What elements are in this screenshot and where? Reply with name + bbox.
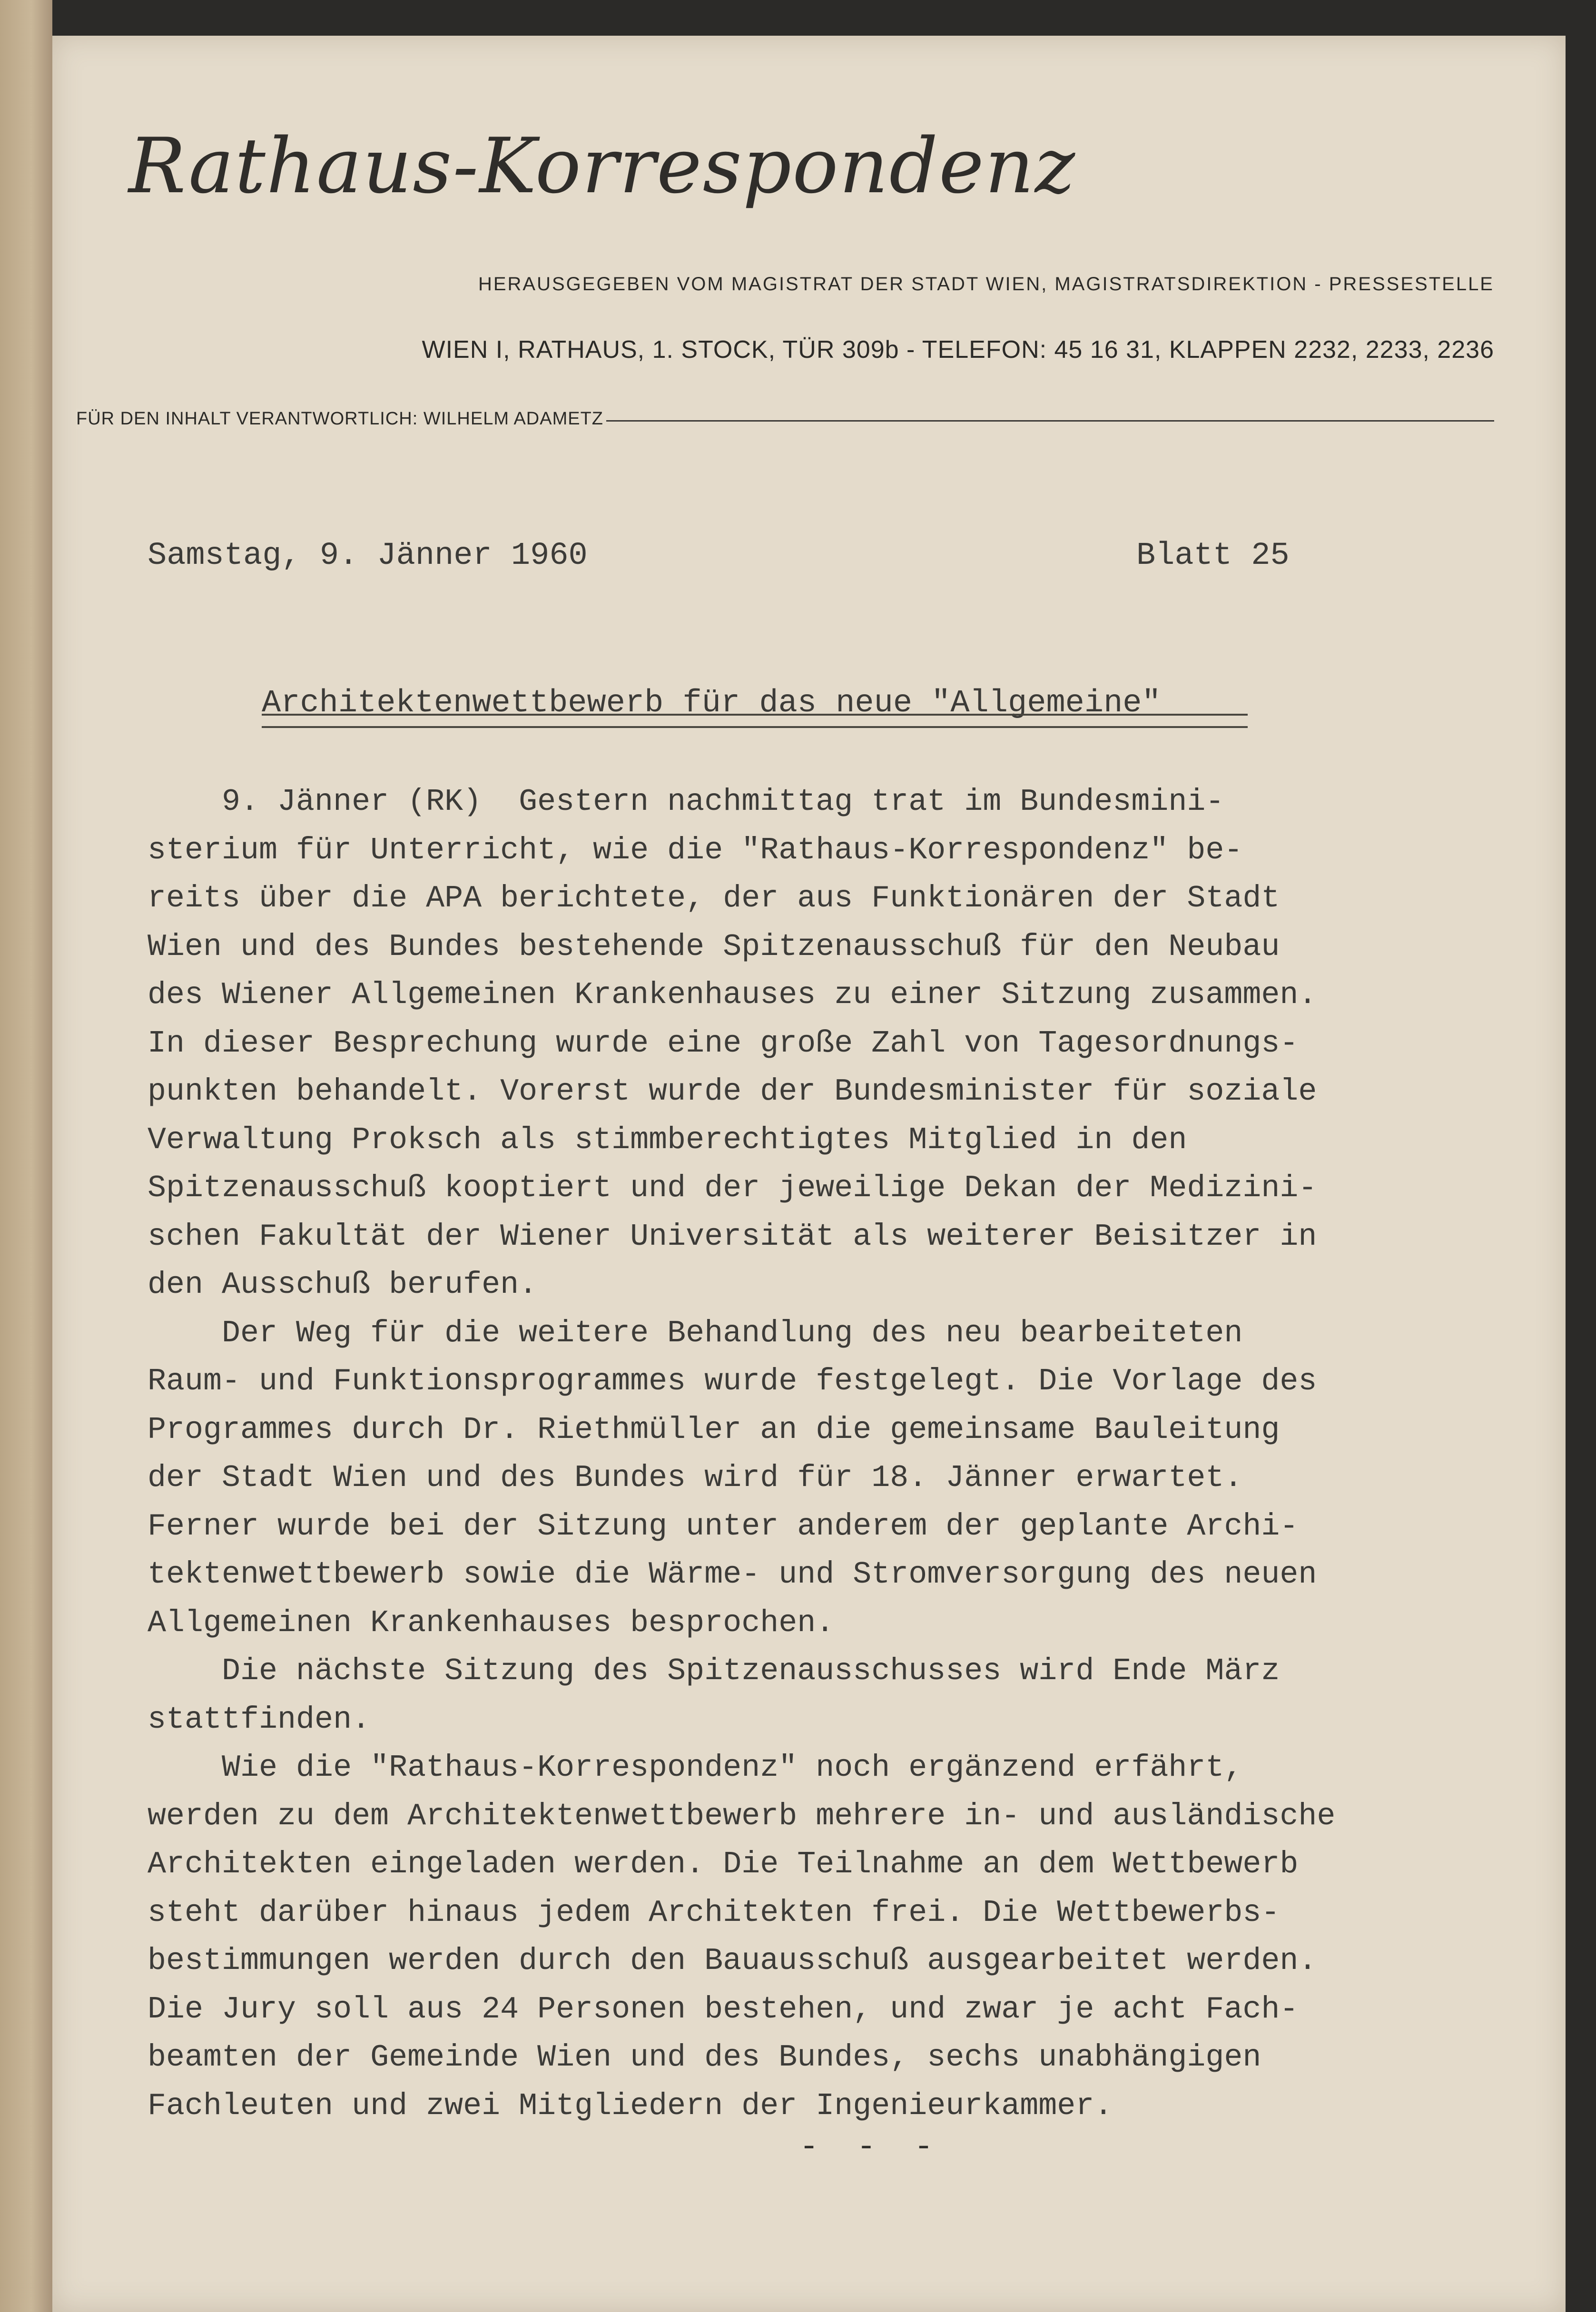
article-line: Wien und des Bundes bestehende Spitzenausschuß für den Neubau [148, 929, 1280, 964]
article-line: beamten der Gemeinde Wien und des Bundes, sechs unabhängigen [148, 2040, 1261, 2075]
responsible-line: FÜR DEN INHALT VERANTWORTLICH: WILHELM ADAMETZ [76, 409, 606, 429]
sheet-number: Blatt 25 [1136, 538, 1290, 574]
letterhead-title: Rathaus-Korrespondenz [128, 121, 1076, 210]
article-line: Die nächste Sitzung des Spitzenausschusses wird Ende März [148, 1653, 1280, 1689]
article-line: Verwaltung Proksch als stimmberechtigtes Mitglied in den [148, 1122, 1187, 1158]
article-line: den Ausschuß berufen. [148, 1267, 538, 1302]
article-line: steht darüber hinaus jedem Architekten frei. Die Wettbewerbs- [148, 1895, 1280, 1930]
end-mark: - - - [799, 2129, 943, 2165]
article-line: sterium für Unterricht, wie die "Rathaus-Korrespondenz" be- [148, 832, 1243, 868]
article-line: Fachleuten und zwei Mitgliedern der Ingenieurkammer. [148, 2088, 1113, 2124]
headline-double-underline [262, 714, 1248, 728]
article-line: des Wiener Allgemeinen Krankenhauses zu einer Sitzung zusammen. [148, 977, 1317, 1013]
date-line: Samstag, 9. Jänner 1960 [148, 538, 588, 574]
article-line: schen Fakultät der Wiener Universität als weiterer Beisitzer in [148, 1219, 1317, 1254]
article-line: reits über die APA berichtete, der aus Funktionären der Stadt [148, 881, 1280, 916]
article-headline: Architektenwettbewerb für das neue "Allgemeine" [262, 685, 1161, 721]
article-line: Ferner wurde bei der Sitzung unter anderem der geplante Archi- [148, 1508, 1299, 1544]
article-line: Wie die "Rathaus-Korrespondenz" noch ergänzend erfährt, [148, 1750, 1243, 1785]
article-line: tektenwettbewerb sowie die Wärme- und Stromversorgung des neuen [148, 1557, 1317, 1592]
article-line: Programmes durch Dr. Riethmüller an die gemeinsame Bauleitung [148, 1412, 1280, 1447]
document-page [52, 36, 1566, 2312]
article-line: 9. Jänner (RK) Gestern nachmittag trat im Bundesmini- [148, 784, 1224, 819]
article-line: Architekten eingeladen werden. Die Teilnahme an dem Wettbewerb [148, 1847, 1299, 1882]
article-line: stattfinden. [148, 1702, 371, 1737]
article-line: Spitzenausschuß kooptiert und der jeweilige Dekan der Medizini- [148, 1171, 1317, 1206]
address-line: WIEN I, RATHAUS, 1. STOCK, TÜR 309b - TELEFON: 45 16 31, KLAPPEN 2232, 2233, 2236 [422, 336, 1494, 364]
article-body [148, 778, 1518, 2130]
article-line: Die Jury soll aus 24 Personen bestehen, und zwar je acht Fach- [148, 1991, 1299, 2027]
article-line: In dieser Besprechung wurde eine große Zahl von Tagesordnungs- [148, 1025, 1299, 1061]
publisher-line: HERAUSGEGEBEN VOM MAGISTRAT DER STADT WIEN, MAGISTRATSDIREKTION - PRESSESTELLE [478, 274, 1494, 295]
article-line: Allgemeinen Krankenhauses besprochen. [148, 1605, 835, 1641]
article-line: bestimmungen werden durch den Bauausschuß ausgearbeitet werden. [148, 1943, 1317, 1978]
article-line: werden zu dem Architektenwettbewerb mehrere in- und ausländische [148, 1798, 1336, 1834]
article-line: punkten behandelt. Vorerst wurde der Bundesminister für soziale [148, 1074, 1317, 1109]
article-line: Raum- und Funktionsprogrammes wurde festgelegt. Die Vorlage des [148, 1364, 1317, 1399]
article-line: Der Weg für die weitere Behandlung des neu bearbeiteten [148, 1315, 1243, 1351]
book-binding-edge [0, 0, 52, 2312]
article-line: der Stadt Wien und des Bundes wird für 18. Jänner erwartet. [148, 1460, 1243, 1495]
